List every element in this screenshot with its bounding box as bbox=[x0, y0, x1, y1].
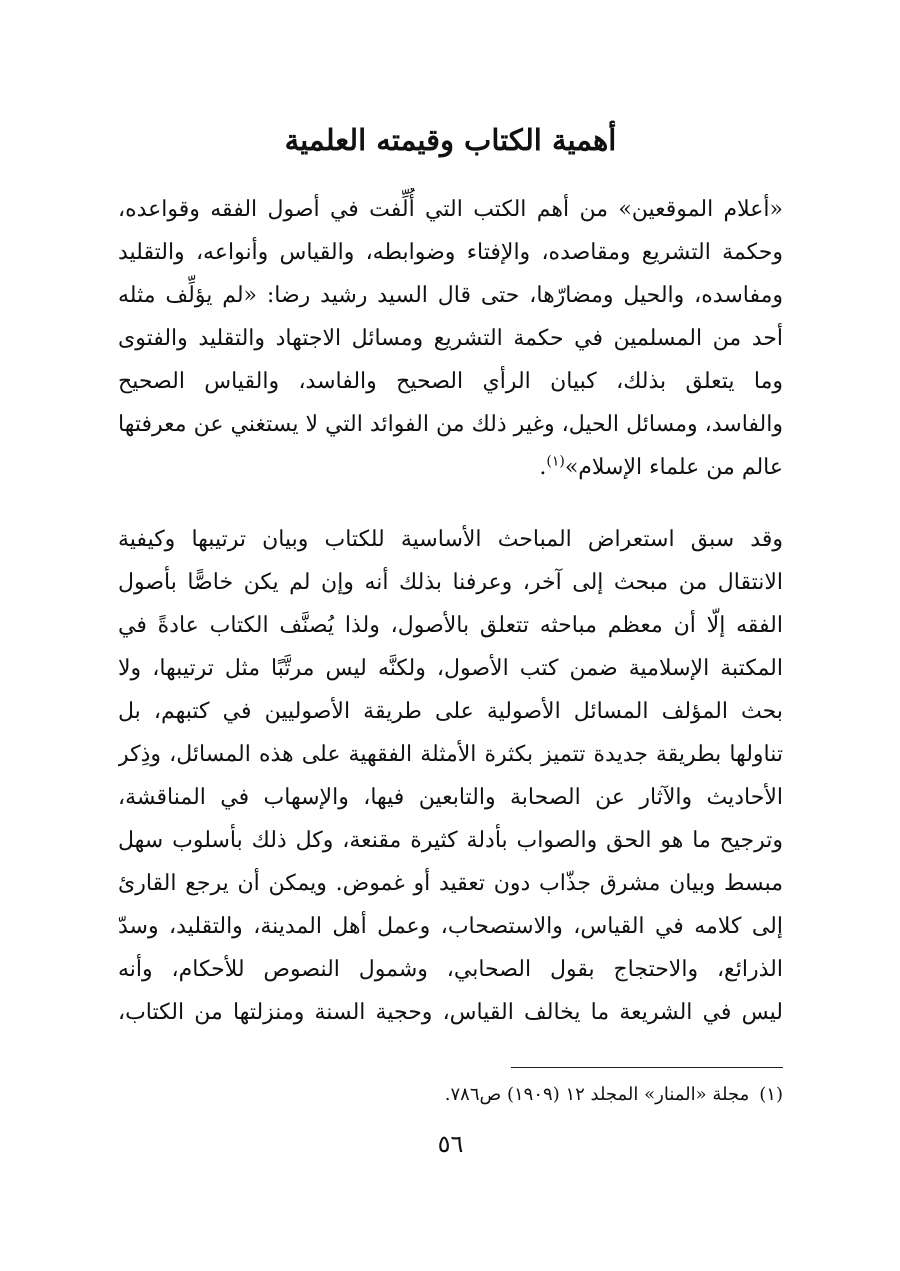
paragraph-line: وحكمة التشريع ومقاصده، والإفتاء وضوابطه، والقياس وأنواعه، والتقليد bbox=[118, 240, 783, 265]
footnote-reference[interactable]: (١) bbox=[546, 453, 565, 470]
paragraph-line: الانتقال من مبحث إلى آخر، وعرفنا بذلك أنه وإن لم يكن خاصًّا بأصول bbox=[118, 570, 783, 595]
paragraph-line: إلى كلامه في القياس، والاستصحاب، وعمل أهل المدينة، والتقليد، وسدّ bbox=[118, 914, 783, 939]
paragraph-last-line bbox=[118, 446, 783, 489]
footnote-divider bbox=[511, 1067, 783, 1068]
paragraph-line: الفقه إلّا أن معظم مباحثه تتعلق بالأصول، ولذا يُصنَّف الكتاب عادةً في bbox=[118, 613, 783, 638]
book-page bbox=[118, 0, 783, 1271]
paragraph-2 bbox=[118, 518, 783, 1034]
paragraph-line: أحد من المسلمين في حكمة التشريع ومسائل الاجتهاد والتقليد والفتوى bbox=[118, 326, 783, 351]
paragraph-line: وترجيح ما هو الحق والصواب بأدلة كثيرة مقنعة، وكل ذلك بأسلوب سهل bbox=[118, 828, 783, 853]
paragraph-line: الأحاديث والآثار عن الصحابة والتابعين فيها، والإسهاب في المناقشة، bbox=[118, 785, 783, 810]
paragraph-line: المكتبة الإسلامية ضمن كتب الأصول، ولكنَّه ليس مرتَّبًا مثل ترتيبها، ولا bbox=[118, 656, 783, 681]
paragraph-line: ليس في الشريعة ما يخالف القياس، وحجية السنة ومنزلتها من الكتاب، bbox=[118, 1000, 783, 1025]
paragraph-1 bbox=[118, 188, 783, 489]
footnote-number: (١) bbox=[759, 1084, 783, 1105]
page-title: أهمية الكتاب وقيمته العلمية bbox=[284, 123, 617, 157]
paragraph-line: تناولها بطريقة جديدة تتميز بكثرة الأمثلة الفقهية على هذه المسائل، وذِكر bbox=[118, 742, 783, 767]
paragraph-line: ومفاسده، والحيل ومضارّها، حتى قال السيد رشيد رضا: «لم يؤلِّف مثله bbox=[118, 283, 783, 308]
paragraph-line: والفاسد، ومسائل الحيل، وغير ذلك من الفوائد التي لا يستغني عن معرفتها bbox=[118, 412, 783, 437]
paragraph-line: بحث المؤلف المسائل الأصولية على طريقة الأصوليين في كتبهم، بل bbox=[118, 699, 783, 724]
paragraph-line: وما يتعلق بذلك، كبيان الرأي الصحيح والفاسد، والقياس الصحيح bbox=[118, 369, 783, 394]
footnote-text: مجلة «المنار» المجلد ١٢ (١٩٠٩) ص٧٨٦. bbox=[444, 1084, 750, 1105]
footnote bbox=[118, 1078, 783, 1112]
paragraph-line: وقد سبق استعراض المباحث الأساسية للكتاب وبيان ترتيبها وكيفية bbox=[118, 527, 783, 552]
paragraph-line: «أعلام الموقعين» من أهم الكتب التي أُلِّفت في أصول الفقه وقواعده، bbox=[118, 197, 783, 222]
paragraph-line: مبسط وبيان مشرق جذّاب دون تعقيد أو غموض. ويمكن أن يرجع القارئ bbox=[118, 871, 783, 896]
paragraph-line-end: . bbox=[539, 455, 547, 480]
paragraph-line-text: عالم من علماء الإسلام» bbox=[564, 455, 783, 480]
paragraph-line: الذرائع، والاحتجاج بقول الصحابي، وشمول النصوص للأحكام، وأنه bbox=[118, 957, 783, 982]
page-number: ٥٦ bbox=[437, 1130, 464, 1158]
